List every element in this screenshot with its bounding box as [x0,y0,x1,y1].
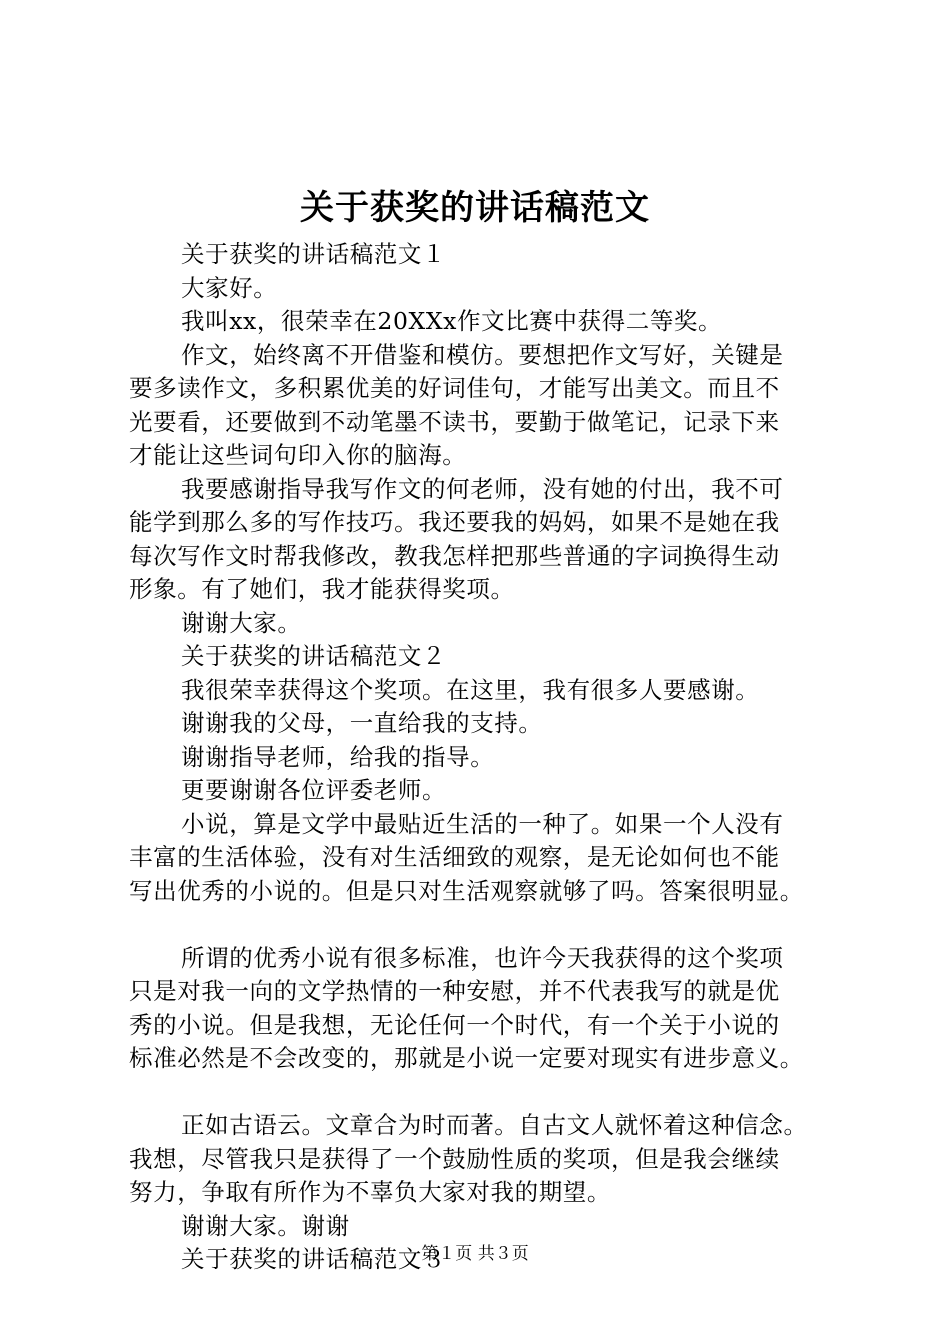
text-line: 我要感谢指导我写作文的何老师，没有她的付出，我不可 [181,474,784,503]
text-line: 谢谢大家。谢谢 [181,1211,350,1240]
text-line: 我想，尽管我只是获得了一个鼓励性质的奖项，但是我会继续 [129,1144,780,1173]
section-heading: 关于获奖的讲话稿范文３ [181,1245,447,1273]
paragraph-gap [129,908,849,942]
text-line: 写出优秀的小说的。但是只对生活观察就够了吗。答案很明显。 [129,876,804,905]
section-heading: 关于获奖的讲话稿范文２ [181,642,447,670]
text-line: 努力，争取有所作为不辜负大家对我的期望。 [129,1178,611,1206]
text-line: 只是对我一向的文学热情的一种安慰，并不代表我写的就是优 [129,977,780,1005]
text-line: 更要谢谢各位评委老师。 [181,776,447,804]
page-number-footer: 第１页 共３页 [421,1244,529,1264]
text-line: 才能让这些词句印入你的脑海。 [129,441,467,469]
text-line: 要多读作文，多积累优美的好词佳句，才能写出美文。而且不 [129,374,780,402]
text-line: 丰富的生活体验，没有对生活细致的观察，是无论如何也不能 [129,843,780,871]
text-line: 谢谢指导老师，给我的指导。 [181,742,495,771]
text-line: 正如古语云。文章合为时而著。自古文人就怀着这种信念。 [181,1111,808,1139]
text-line: 作文，始终离不开借鉴和模仿。要想把作文写好，关键是 [181,340,784,369]
text-line: 我叫xx，很荣幸在20XXx作文比赛中获得二等奖。 [181,307,723,335]
text-line: 形象。有了她们，我才能获得奖项。 [129,575,515,603]
text-line: 每次写作文时帮我修改，教我怎样把那些普通的字词换得生动 [129,541,780,570]
text-line: 秀的小说。但是我想，无论任何一个时代，有一个关于小说的 [129,1010,780,1039]
document-title: 关于获奖的讲话稿范文 [300,188,650,228]
document-body [129,238,849,1277]
text-line: 所谓的优秀小说有很多标准，也许今天我获得的这个奖项 [181,943,784,972]
text-line: 小说，算是文学中最贴近生活的一种了。如果一个人没有 [181,809,784,838]
text-line: 我很荣幸获得这个奖项。在这里，我有很多人要感谢。 [181,675,760,704]
text-line: 光要看，还要做到不动笔墨不读书，要勤于做笔记，记录下来 [129,407,780,436]
paragraph-gap [129,1076,849,1110]
section-heading: 关于获奖的讲话稿范文１ [181,240,447,268]
text-line: 谢谢我的父母，一直给我的支持。 [181,709,543,737]
text-line: 标准必然是不会改变的，那就是小说一定要对现实有进步意义。 [129,1044,804,1072]
text-line: 能学到那么多的写作技巧。我还要我的妈妈，如果不是她在我 [129,508,780,536]
text-line: 大家好。 [181,273,278,302]
text-line: 谢谢大家。 [181,608,302,637]
